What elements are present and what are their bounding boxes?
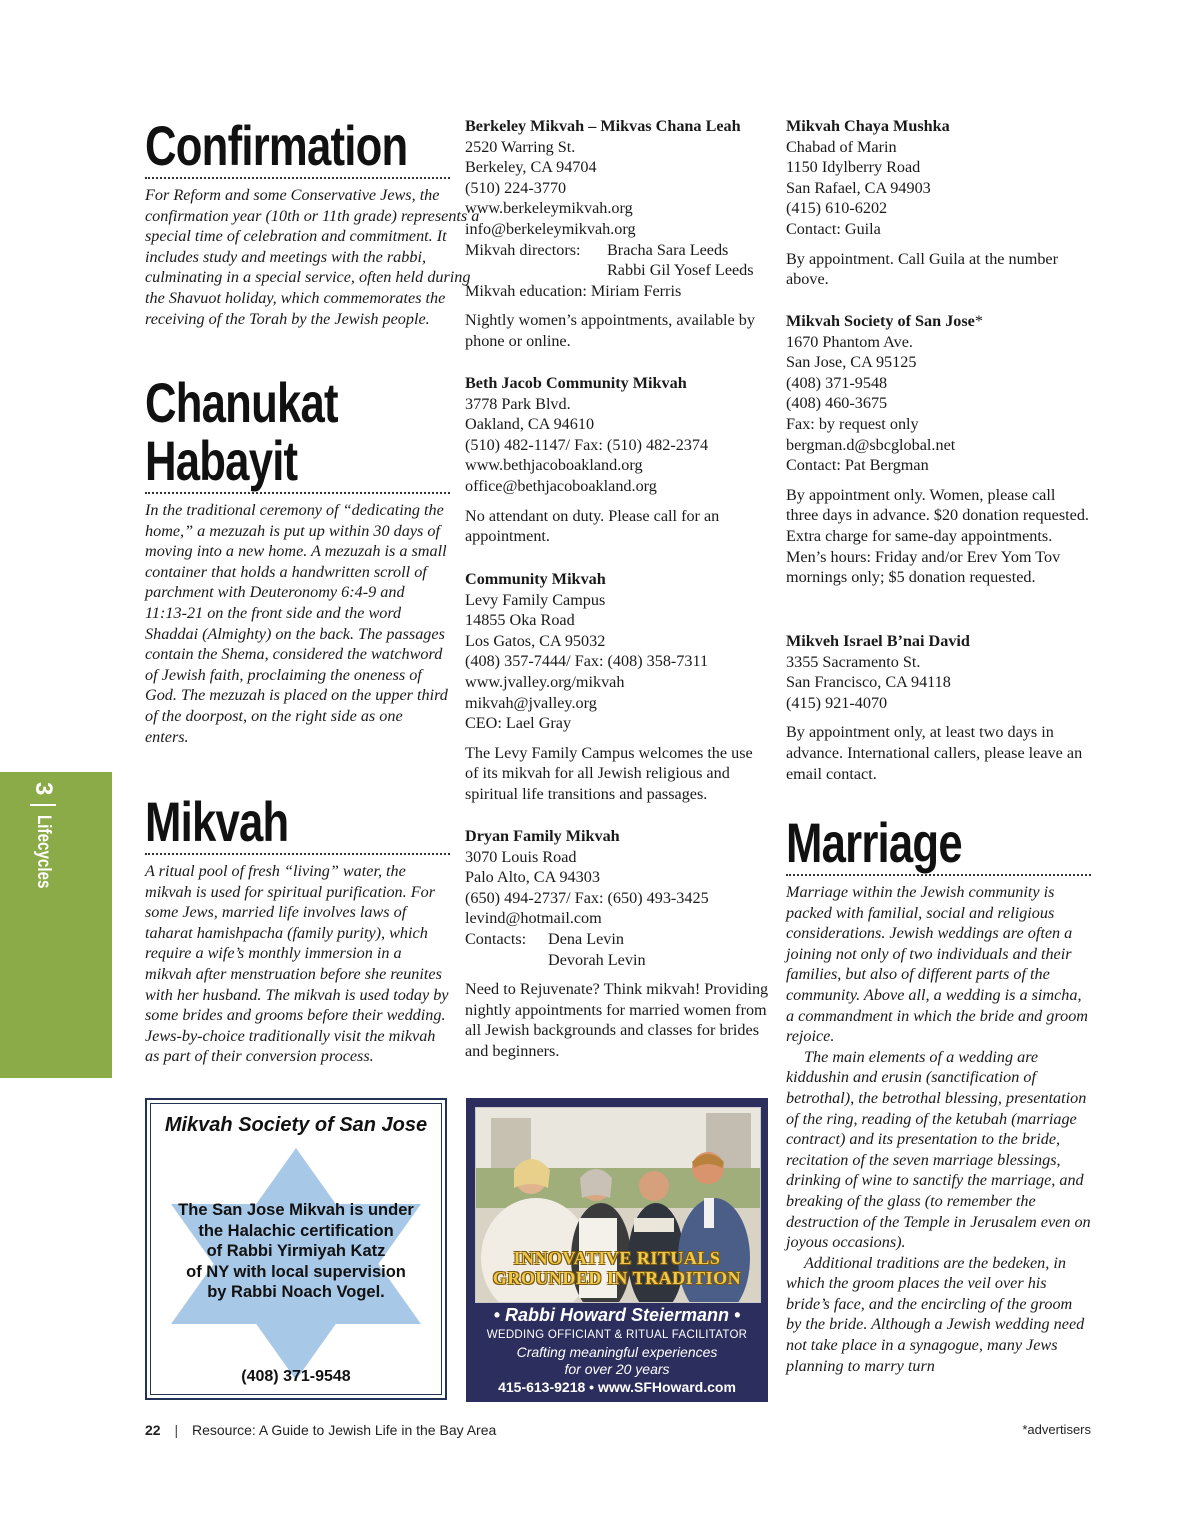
- listing-note: Need to Rejuvenate? Think mikvah! Providing nightly appointments for married women from all Jewish backgrounds and classes for brides and beginners.: [465, 980, 769, 1060]
- section-divider: [30, 804, 56, 806]
- section-number: 3: [30, 782, 57, 796]
- mikvah-text: A ritual pool of fresh “living” water, the mikvah is used for spiritual purification. For some Jews, married life involves laws of taharat hamishpacha (family purity), which require a wife’s monthly immersion in a mikvah after menstruation before she reunites with her husband. The mikvah is used today by some brides and grooms before their wedding. Jews-by-choice traditionally visit the mikvah as part of their conversion process.: [145, 862, 449, 1066]
- marriage-paragraph-1: Marriage within the Jewish community is packed with familial, social and religious considerations. Jewish weddings are often a joining not only of two individuals and their families, but also of different parts of the community. Above all, a wedding is a simcha, a commandment in which the bride and groom rejoice.: [786, 883, 1088, 1046]
- listing-phone: (510) 224-3770: [465, 178, 567, 197]
- listing-city: San Rafael, CA 94903: [786, 178, 931, 197]
- listing-israel: [786, 631, 1091, 784]
- listing-address: 1150 Idylberry Road: [786, 158, 921, 177]
- listing-name: Beth Jacob Community Mikvah: [465, 374, 687, 392]
- contact-name: Dena Levin: [548, 929, 624, 948]
- listing-ceo: CEO: Lael Gray: [465, 714, 572, 733]
- chanukat-heading-2: Habayit: [145, 429, 298, 492]
- listing-note: By appointment only, at least two days in advance. International callers, please leave an email contact.: [786, 723, 1083, 783]
- listing-address: 14855 Oka Road: [465, 611, 575, 630]
- listing-name: Berkeley Mikvah – Mikvas Chana Leah: [465, 117, 741, 135]
- listing-contact: Contact: Pat Bergman: [786, 456, 929, 475]
- ad-tagline: [466, 1344, 768, 1378]
- heading-rule: [145, 177, 450, 179]
- ad-banner-line: INNOVATIVE RITUALS: [513, 1248, 721, 1268]
- marriage-paragraph-2: The main elements of a wedding are kiddushin and erusin (sanctification of betrothal), the betrothal blessing, presentation of the ring, reading of the ketubah (marriage contract) and its presentation to the bride, recitation of the seven marriage blessings, drinking of wine to sanctify the marriage, and breaking of the glass (to remember the destruction of the Temple in Jerusalem even on joyous occasions).: [786, 1047, 1091, 1252]
- listing-website[interactable]: www.bethjacoboakland.org: [465, 456, 643, 475]
- ad-body-line: of Rabbi Yirmiyah Katz: [206, 1242, 386, 1260]
- listing-address: 3070 Louis Road: [465, 847, 577, 866]
- ad-body: [157, 1200, 435, 1303]
- advertisers-note: *advertisers: [1022, 1422, 1091, 1437]
- chanukat-section: [145, 371, 450, 747]
- heading-rule: [145, 492, 450, 494]
- listing-phone: (650) 494-2737/ Fax: (650) 493-3425: [465, 888, 709, 907]
- mikvah-heading: Mikvah: [145, 790, 289, 853]
- ad-tagline-line: Crafting meaningful experiences: [516, 1344, 718, 1360]
- listing-name: Mikvah Chaya Mushka: [786, 117, 950, 135]
- ad-officiant-role: WEDDING OFFICIANT & RITUAL FACILITATOR: [486, 1329, 748, 1341]
- listing-name: Mikveh Israel B’nai David: [786, 632, 970, 650]
- listing-city: San Jose, CA 95125: [786, 353, 917, 372]
- listing-phone: (408) 357-7444/ Fax: (408) 358-7311: [465, 652, 709, 671]
- contact-name: Devorah Levin: [548, 950, 646, 969]
- listing-phone: (510) 482-1147/ Fax: (510) 482-2374: [465, 435, 709, 454]
- director-name: Rabbi Gil Yosef Leeds: [607, 261, 754, 280]
- listing-city: Oakland, CA 94610: [465, 415, 595, 434]
- listing-phone: (408) 460-3675: [786, 394, 888, 413]
- listing-website[interactable]: www.berkeleymikvah.org: [465, 199, 633, 218]
- marriage-section: [786, 811, 1091, 1376]
- listing-address: 3778 Park Blvd.: [465, 394, 571, 413]
- listing-name-row: [786, 311, 1091, 332]
- ad-mikvah-society[interactable]: [145, 1098, 447, 1400]
- listing-city: San Francisco, CA 94118: [786, 673, 951, 692]
- listing-berkeley: [465, 116, 770, 352]
- listing-phone: (415) 921-4070: [786, 693, 888, 712]
- listing-note: The Levy Family Campus welcomes the use of its mikvah for all Jewish religious and spiritual life transitions and passages.: [465, 743, 753, 803]
- listing-city: Los Gatos, CA 95032: [465, 631, 606, 650]
- listing-note: By appointment. Call Guila at the number above.: [786, 249, 1058, 289]
- listing-directors: [465, 240, 770, 261]
- ad-body-line: of NY with local supervision: [186, 1262, 406, 1281]
- directors-label: Mikvah directors:: [465, 240, 581, 259]
- listing-contact: Contact: Guila: [786, 219, 881, 238]
- ad-title: Mikvah Society of San Jose: [164, 1114, 428, 1136]
- ad-rabbi-steiermann[interactable]: [466, 1098, 768, 1402]
- listing-education: Mikvah education: Miriam Ferris: [465, 281, 682, 300]
- listing-directors-2: [465, 260, 770, 281]
- listing-community: [465, 569, 770, 805]
- ad-banner-line: GROUNDED IN TRADITION: [492, 1268, 742, 1288]
- listing-name: Mikvah Society of San Jose: [786, 312, 975, 330]
- mikvah-section: [145, 790, 450, 1067]
- listing-address: 3355 Sacramento St.: [786, 652, 921, 671]
- ad-phone: (408) 371-9548: [241, 1368, 351, 1385]
- listing-email[interactable]: office@bethjacoboakland.org: [465, 476, 657, 495]
- listing-note: Nightly women’s appointments, available by phone or online.: [465, 311, 755, 350]
- listing-note: By appointment only. Women, please call three days in advance. $20 donation requested. Extra charge for same-day appointments. Men’s hours: Friday and/or Erev Yom Tov mornings only; $5 donation requested.: [786, 485, 1089, 587]
- listing-org: Chabad of Marin: [786, 137, 897, 156]
- publication-title: Resource: A Guide to Jewish Life in the Bay Area: [192, 1422, 497, 1438]
- ad-officiant-name: • Rabbi Howard Steiermann •: [493, 1305, 741, 1325]
- listing-note: No attendant on duty. Please call for an appointment.: [465, 506, 720, 546]
- confirmation-heading: Confirmation: [145, 114, 408, 177]
- confirmation-text: For Reform and some Conservative Jews, the confirmation year (10th or 11th grade) represents a special time of celebration and commitment. It includes study and meetings with the rabbi, culminating in a special service, often held during the Shavuot holiday, which commemorates the receiving of the Torah by the Jewish people.: [145, 186, 480, 328]
- listing-email[interactable]: levind@hotmail.com: [465, 909, 602, 928]
- footer-separator: |: [174, 1422, 179, 1438]
- listing-contacts-2: [465, 950, 770, 971]
- ad-body-line: The San Jose Mikvah is under: [178, 1201, 414, 1219]
- listing-fax: Fax: by request only: [786, 414, 919, 433]
- listing-city: Berkeley, CA 94704: [465, 158, 597, 177]
- listing-dryan: [465, 826, 770, 1062]
- listing-phone: (415) 610-6202: [786, 199, 888, 218]
- listing-san-jose: [786, 311, 1091, 588]
- ad-contact[interactable]: 415-613-9218 • www.SFHoward.com: [498, 1379, 736, 1395]
- listing-name: Dryan Family Mikvah: [465, 827, 620, 845]
- listing-phone: (408) 371-9548: [786, 373, 888, 392]
- listing-beth-jacob: [465, 373, 770, 547]
- section-name: Lifecycles: [33, 815, 54, 889]
- director-name: Bracha Sara Leeds: [607, 240, 729, 259]
- listing-address: 2520 Warring St.: [465, 137, 576, 156]
- ad-body-line: by Rabbi Noach Vogel.: [207, 1283, 385, 1301]
- chanukat-text: In the traditional ceremony of “dedicating the home,” a mezuzah is put up within 30 days of moving into a new home. A mezuzah is a small container that holds a handwritten scroll of parchment with Deuteronomy 6:4-9 and 11:13-21 on the front side and the word Shaddai (Almighty) on the back. The passages contain the Shema, considered the watchword of Jewish faith, proclaiming the oneness of God. The mezuzah is placed on the upper third of the doorpost, on the right side as one enters.: [145, 501, 448, 746]
- heading-rule: [786, 874, 1091, 876]
- listing-chaya: [786, 116, 1091, 290]
- ad-tagline-line: for over 20 years: [564, 1361, 670, 1377]
- section-tab-label: [29, 782, 57, 907]
- ad-banner: [466, 1248, 768, 1288]
- listing-city: Palo Alto, CA 94303: [465, 868, 600, 887]
- listing-campus: Levy Family Campus: [465, 590, 606, 609]
- listing-email[interactable]: mikvah@jvalley.org: [465, 693, 597, 712]
- listing-website[interactable]: www.jvalley.org/mikvah: [465, 672, 625, 691]
- listing-email[interactable]: info@berkeleymikvah.org: [465, 219, 636, 238]
- ad-body-line: the Halachic certification: [198, 1221, 394, 1240]
- page-footer: [145, 1422, 1091, 1438]
- page-number: 22: [145, 1422, 161, 1438]
- marriage-paragraph-3: Additional traditions are the bedeken, in which the groom places the veil over his bride’s face, and the encircling of the groom by the bride. Although a Jewish wedding need not take place in a synagogue, many Jews planning to marry turn: [786, 1253, 1085, 1375]
- advertiser-mark: *: [974, 312, 983, 330]
- listing-email[interactable]: bergman.d@sbcglobal.net: [786, 435, 956, 454]
- contacts-label: Contacts:: [465, 929, 527, 948]
- heading-rule: [145, 853, 450, 855]
- listing-name: Community Mikvah: [465, 570, 606, 588]
- chanukat-heading-1: Chanukat: [145, 371, 338, 434]
- listing-contacts: [465, 929, 770, 950]
- confirmation-section: [145, 114, 481, 329]
- marriage-heading: Marriage: [786, 811, 962, 874]
- listing-address: 1670 Phantom Ave.: [786, 332, 913, 351]
